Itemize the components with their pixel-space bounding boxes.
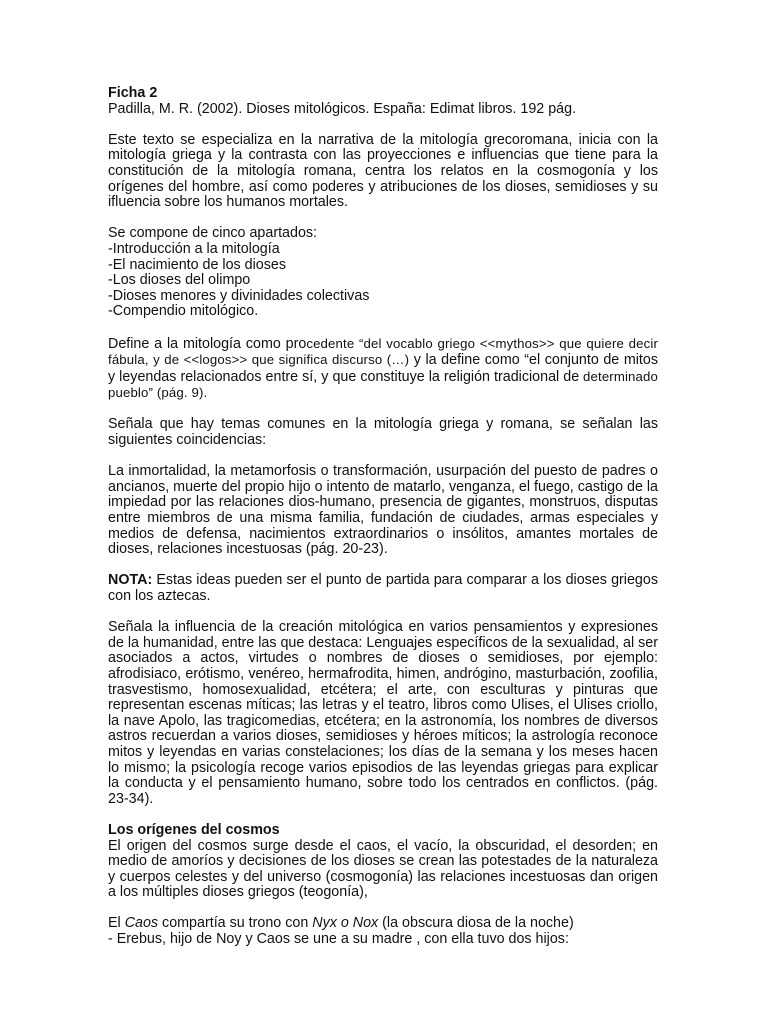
nyx-term: Nyx o Nox — [312, 915, 379, 932]
bibliographic-citation: Padilla, M. R. (2002). Dioses mitológicos. España: Edimat libros. 192 pág. — [108, 100, 577, 117]
sections-intro: Se compone de cinco apartados: — [108, 225, 318, 242]
note-text: Estas ideas pueden ser el punto de partida para comparar a los dioses griegos con los aztecas. — [108, 572, 658, 604]
cosmos-heading: Los orígenes del cosmos — [108, 821, 280, 838]
coincidences-paragraph: La inmortalidad, la metamorfosis o transformación, usurpación del puesto de padres o ancianos, muerte del propio hijo o intento de matarlo, venganza, el fuego, castigo de la impiedad por las relaciones dios-humano, presencia de gigantes, monstruos, disputas entre miembros de una misma familia, fundación de ciudades, armas especiales y medios de defensa, nacimientos extraordinarios o insólitos, amantes mortales de dioses, relaciones incestuosas (pág. 20-23). — [108, 463, 658, 558]
cosmos-paragraph: El origen del cosmos surge desde el caos, el vacío, la obscuridad, el desorden; en medio de amoríos y decisiones de los dioses se crean las potestades de la naturaleza y cuerpos celestes y del universo (cosmogonía) las relaciones incestuosas dan origen a los múltiples dioses griegos (teogonía), — [108, 837, 658, 901]
card-heading: Ficha 2 — [108, 85, 158, 101]
caos-line-part: compartía su trono con — [158, 915, 313, 932]
section-item: -El nacimiento de los dioses — [108, 256, 287, 273]
definition-lead: Define a la mitología como pro — [108, 335, 307, 352]
caos-line — [108, 916, 658, 932]
caos-line-part: El — [108, 915, 125, 932]
caos-line-part: (la obscura diosa de la noche) — [378, 915, 574, 932]
definition-paragraph — [108, 336, 658, 402]
note-paragraph — [108, 573, 658, 604]
note-label: NOTA: — [108, 572, 153, 589]
influence-paragraph: Señala la influencia de la creación mitológica en varios pensamientos y expresiones de la humanidad, entre las que destaca: Lenguajes específicos de la sexualidad, al ser asociados a actos, virtudes o nombres de dioses o semidioses, por ejemplo: afrodisiaco, erótismo, venéreo, hermafrodita, himen, andrógino, masturbación, zoofilia, trasvestismo, homosexualidad, etcétera; el arte, con esculturas y pinturas que representan escenas míticas; las letras y el teatro, libros como Ulises, el Ulises criollo, la nave Apolo, las tragicomedias, etcétera; en la astronomía, los nombres de diversos astros recuerdan a varios dioses, semidioses y héroes míticos; la astrología reconoce mitos y leyendas en varias constelaciones; los días de la semana y los meses hacen lo mismo; la psicología recoge varios episodios de las leyendas griegas para explicar la conducta y el pensamiento humano, sobre todo los centrados en conflictos. (pág. 23-34). — [108, 619, 658, 807]
erebus-line: - Erebus, hijo de Noy y Caos se une a su madre , con ella tuvo dos hijos: — [108, 931, 569, 948]
section-item: -Dioses menores y divinidades colectivas — [108, 287, 370, 304]
section-item: -Introducción a la mitología — [108, 240, 280, 257]
definition-mid: y la define como “el conjunto de mitos y leyendas relacionados entre sí, y que constituye la religión tradicional de — [108, 352, 658, 385]
section-item: -Los dioses del olimpo — [108, 272, 251, 289]
section-item: -Compendio mitológico. — [108, 303, 259, 320]
definition-quote-2: determinado pueblo” (pág. 9). — [108, 368, 658, 401]
definition-quote-1: cedente “del vocablo griego <<mythos>> que quiere decir fábula, y de <<logos>> que significa discurso (…) — [108, 335, 659, 368]
common-themes-paragraph: Señala que hay temas comunes en la mitología griega y romana, se señalan las siguientes coincidencias: — [108, 416, 658, 449]
intro-paragraph: Este texto se especializa en la narrativa de la mitología grecoromana, inicia con la mitología griega y la contrasta con las proyecciones e influencias que tiene para la constitución de la mitología romana, centra los relatos en la cosmogonía y los orígenes del hombre, así como poderes y atribuciones de los dioses, semidioses y su ifluencia sobre los humanos mortales. — [108, 131, 658, 211]
document-body — [108, 86, 658, 948]
caos-term: Caos — [124, 915, 159, 932]
